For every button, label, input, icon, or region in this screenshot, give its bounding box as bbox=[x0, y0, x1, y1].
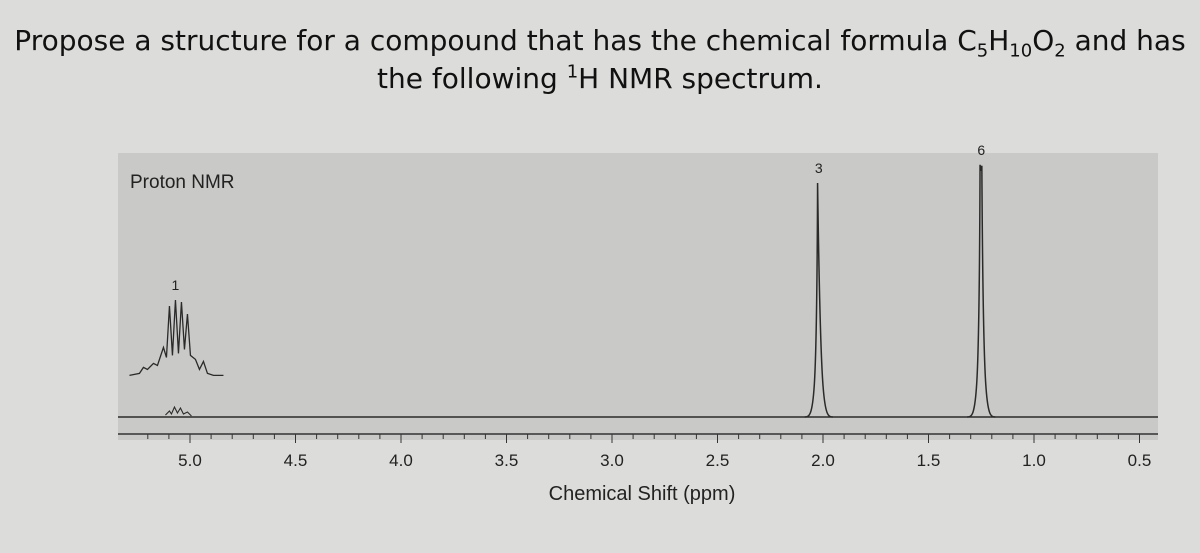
isotope-superscript: 1 bbox=[566, 61, 579, 83]
x-axis-label: Chemical Shift (ppm) bbox=[548, 483, 736, 505]
plot-background bbox=[118, 153, 1158, 440]
integration-label-0: 1 bbox=[171, 277, 180, 293]
x-tick-label: 2.5 bbox=[705, 451, 730, 470]
x-tick-label: 4.0 bbox=[389, 451, 413, 470]
question-line-2-end: H NMR spectrum. bbox=[578, 62, 823, 95]
x-tick-label: 3.5 bbox=[494, 451, 519, 470]
hydrogen-symbol: H bbox=[988, 24, 1010, 57]
integration-label-1: 3 bbox=[814, 160, 823, 176]
x-tick-label: 0.5 bbox=[1127, 451, 1152, 470]
question-line-1-end: and has bbox=[1065, 24, 1186, 57]
x-tick-label: 5.0 bbox=[178, 451, 202, 470]
question-line-2-text: the following bbox=[377, 62, 567, 95]
oxygen-subscript: 2 bbox=[1054, 40, 1066, 62]
x-tick-label: 1.5 bbox=[916, 451, 941, 470]
integration-label-2: 6 bbox=[977, 141, 986, 158]
question-line-1-text: Propose a structure for a compound that has the chemical formula C bbox=[14, 24, 977, 57]
x-tick-label: 4.5 bbox=[283, 451, 308, 470]
x-tick-label: 3.0 bbox=[600, 451, 624, 470]
hydrogen-subscript: 10 bbox=[1009, 40, 1033, 62]
x-tick-label: 2.0 bbox=[811, 451, 835, 470]
chart-title: Proton NMR bbox=[130, 172, 235, 193]
carbon-subscript: 5 bbox=[976, 40, 989, 62]
x-tick-label: 1.0 bbox=[1022, 451, 1046, 470]
oxygen-symbol: O bbox=[1032, 24, 1055, 57]
